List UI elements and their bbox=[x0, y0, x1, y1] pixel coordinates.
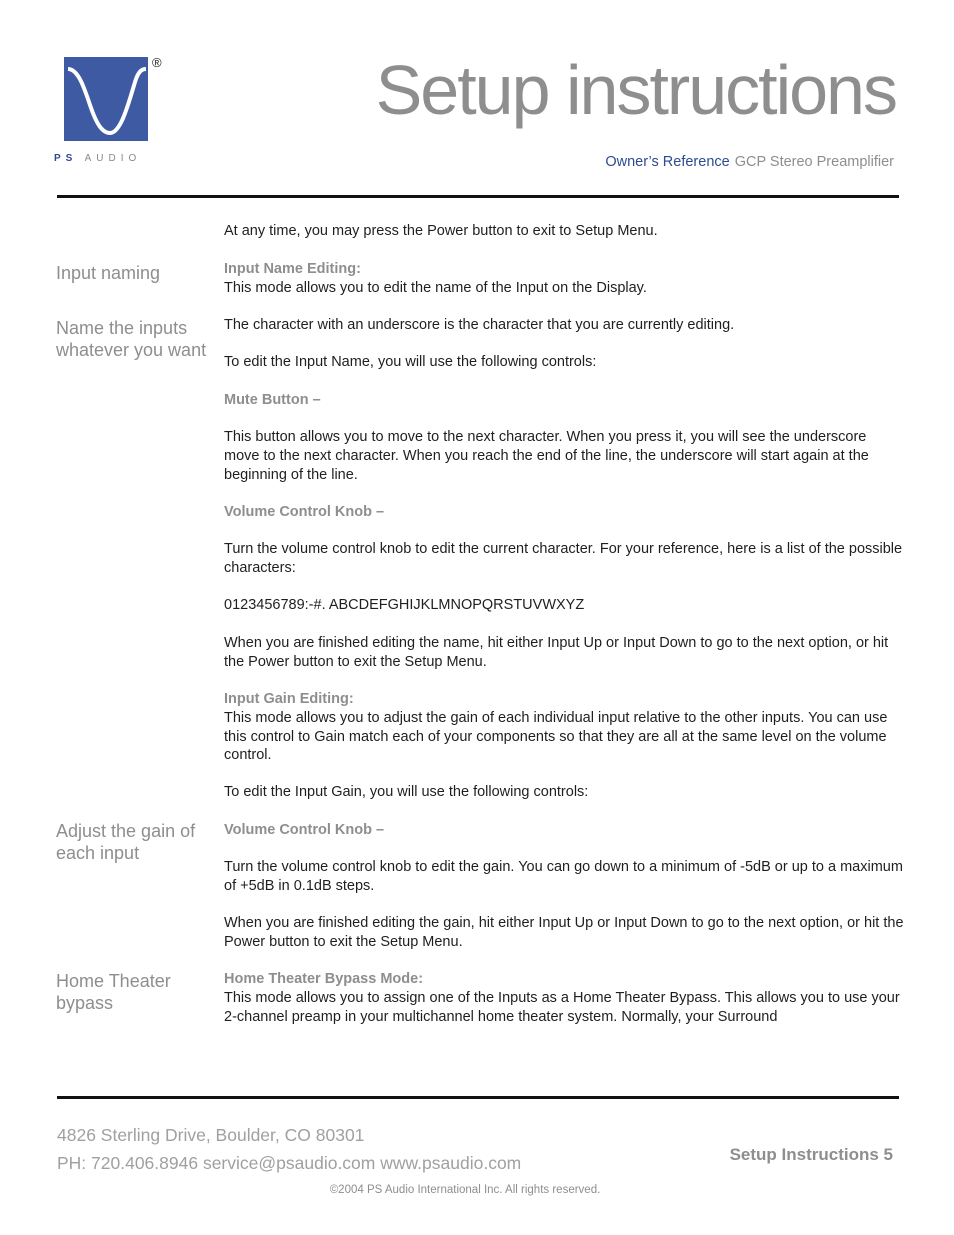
registered-mark: ® bbox=[152, 55, 162, 70]
owners-reference-label: Owner’s Reference bbox=[605, 154, 730, 170]
sidebar-note-adjust-gain: Adjust the gain of each input bbox=[56, 821, 196, 863]
sine-wave-logo-icon bbox=[64, 57, 148, 141]
heading-input-name-editing: Input Name Editing: bbox=[224, 261, 361, 277]
ps-audio-logo bbox=[54, 52, 162, 170]
footer-address: 4826 Sterling Drive, Boulder, CO 80301 bbox=[57, 1125, 365, 1145]
header-divider bbox=[57, 195, 899, 198]
page-title: Setup instructions bbox=[375, 51, 896, 129]
brand-audio: AUDIO bbox=[84, 153, 142, 164]
product-model-label: GCP Stereo Preamplifier bbox=[734, 154, 894, 170]
paragraph-name-controls: To edit the Input Name, you will use the following controls: bbox=[224, 354, 597, 370]
section-home-theater-bypass bbox=[224, 970, 904, 1026]
paragraph-finish-gain: When you are finished editing the gain, hit either Input Up or Input Down to go to the next option, or hit the Power button to exit the Setup Menu. bbox=[224, 915, 904, 950]
paragraph-character-list: 0123456789:-#. ABCDEFGHIJKLMNOPQRSTUVWXYZ bbox=[224, 597, 585, 613]
brand-wordmark bbox=[54, 153, 141, 164]
paragraph-input-name-desc: This mode allows you to edit the name of the Input on the Display. bbox=[224, 279, 647, 296]
paragraph-mute-desc: This button allows you to move to the next character. When you press it, you will see the underscore move to the next character. When you reach the end of the line, the underscore will start again at the beginning of the line. bbox=[224, 429, 869, 483]
heading-mute-button: Mute Button – bbox=[224, 392, 321, 408]
paragraph-underscore: The character with an underscore is the character that you are currently editing. bbox=[224, 317, 735, 333]
paragraph-input-gain-desc: This mode allows you to adjust the gain of each individual input relative to the other inputs. You can use this control to Gain match each of your components so that they are all at the same level on the volume control. bbox=[224, 709, 888, 764]
brand-ps: PS bbox=[54, 153, 78, 164]
paragraph-home-theater-desc: This mode allows you to assign one of the Inputs as a Home Theater Bypass. This allows you to use your 2-channel preamp in your multichannel home theater system. Normally, your Surround bbox=[224, 989, 900, 1025]
paragraph-volume-desc-2: Turn the volume control knob to edit the gain. You can go down to a minimum of -5dB or up to a maximum of +5dB in 0.1dB steps. bbox=[224, 859, 903, 894]
sidebar-note-input-naming: Input naming bbox=[56, 263, 161, 283]
sidebar-note-home-theater: Home Theater bypass bbox=[56, 971, 171, 1013]
section-input-gain-editing bbox=[224, 690, 904, 765]
paragraph-gain-controls: To edit the Input Gain, you will use the following controls: bbox=[224, 784, 589, 800]
paragraph-finish-name: When you are finished editing the name, hit either Input Up or Input Down to go to the next option, or hit the Power button to exit the Setup Menu. bbox=[224, 635, 889, 670]
heading-volume-knob-1: Volume Control Knob – bbox=[224, 504, 385, 520]
copyright: ©2004 PS Audio International Inc. All rights reserved. bbox=[329, 1184, 601, 1196]
page-number: Setup Instructions 5 bbox=[729, 1145, 893, 1164]
sidebar-note-name-inputs: Name the inputs whatever you want bbox=[56, 318, 207, 360]
paragraph-power-exit: At any time, you may press the Power button to exit to Setup Menu. bbox=[224, 223, 658, 239]
section-input-name-editing bbox=[224, 260, 904, 298]
footer-divider bbox=[57, 1096, 899, 1099]
paragraph-volume-desc-1: Turn the volume control knob to edit the current character. For your reference, here is a list of the possible characters: bbox=[224, 541, 903, 576]
footer-contact: PH: 720.406.8946 service@psaudio.com www.psaudio.com bbox=[57, 1153, 522, 1173]
heading-home-theater-bypass: Home Theater Bypass Mode: bbox=[224, 971, 424, 987]
document-subtitle bbox=[605, 154, 894, 170]
heading-input-gain-editing: Input Gain Editing: bbox=[224, 691, 354, 707]
heading-volume-knob-2: Volume Control Knob – bbox=[224, 822, 385, 838]
